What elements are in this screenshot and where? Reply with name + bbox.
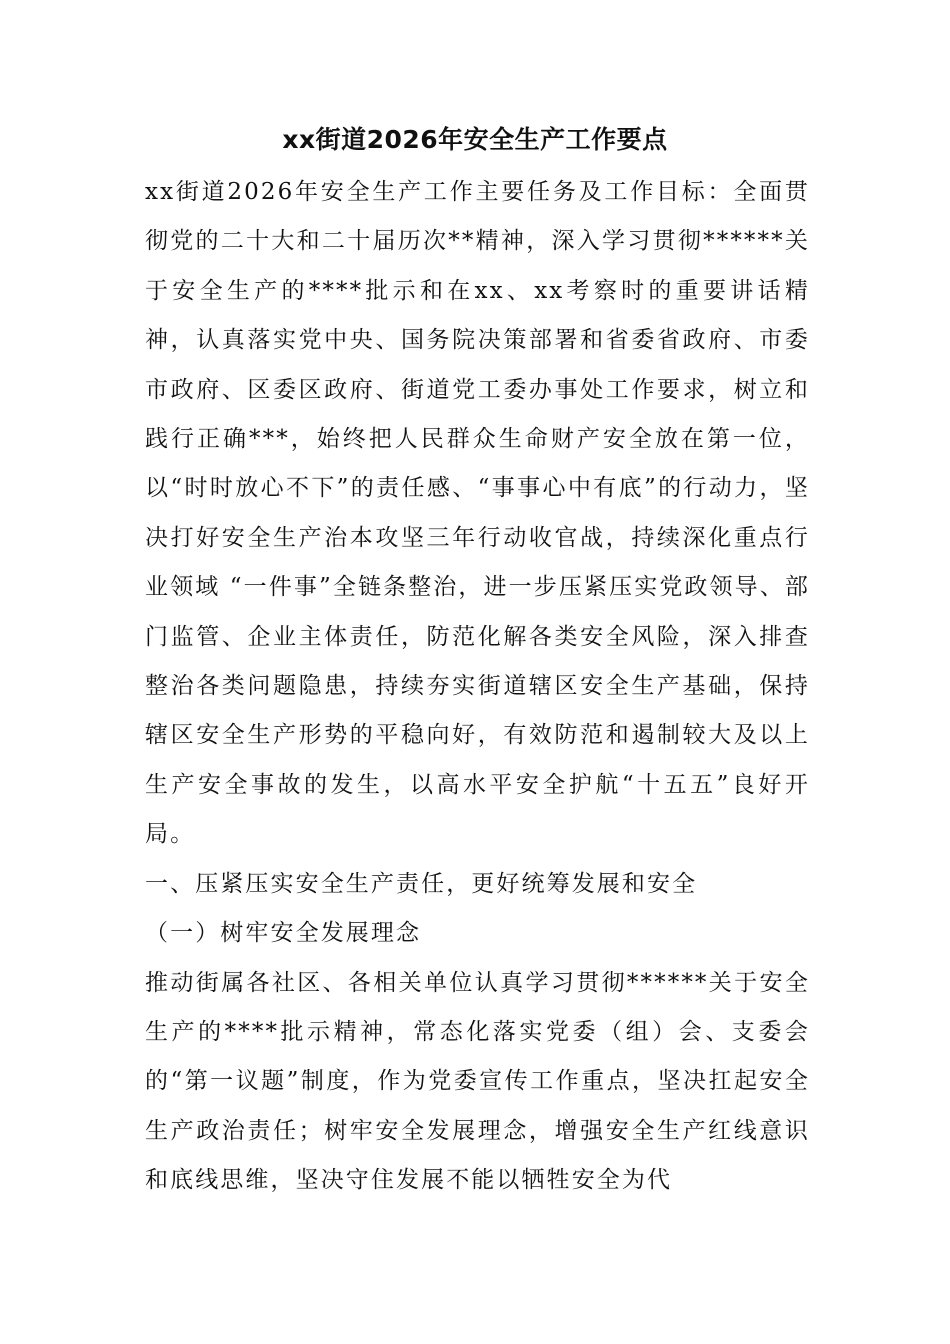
document-body bbox=[145, 168, 810, 1206]
subsection-heading: （一）树牢安全发展理念 bbox=[145, 920, 422, 947]
document-title: xx街道2026年安全生产工作要点 bbox=[282, 125, 668, 154]
intro-paragraph: xx街道2026年安全生产工作主要任务及工作目标：全面贯彻党的二十大和二十届历次**精神，深入学习贯彻******关于安全生产的****批示和在xx、xx考察时的重要讲话精神，认真落实党中央、国务院决策部署和省委省政府、市委市政府、区委区政府、街道党工委办事处工作要求，树立和践行正确***，始终把人民群众生命财产安全放在第一位，以“时时放心不下”的责任感、“事事心中有底”的行动力，坚决打好安全生产治本攻坚三年行动收官战，持续深化重点行业领域 “一件事”全链条整治，进一步压紧压实党政领导、部门监管、企业主体责任，防范化解各类安全风险，深入排查整治各类问题隐患，持续夯实街道辖区安全生产基础，保持辖区安全生产形势的平稳向好，有效防范和遏制较大及以上生产安全事故的发生，以高水平安全护航“十五五”良好开局。 bbox=[145, 179, 810, 848]
subsection-paragraph: 推动街属各社区、各相关单位认真学习贯彻******关于安全生产的****批示精神，常态化落实党委（组）会、支委会的“第一议题”制度，作为党委宣传工作重点，坚决扛起安全生产政治责任；树牢安全发展理念，增强安全生产红线意识和底线思维，坚决守住发展不能以牺牲安全为代 bbox=[145, 969, 810, 1194]
section-heading: 一、压紧压实安全生产责任，更好统筹发展和安全 bbox=[145, 870, 698, 897]
